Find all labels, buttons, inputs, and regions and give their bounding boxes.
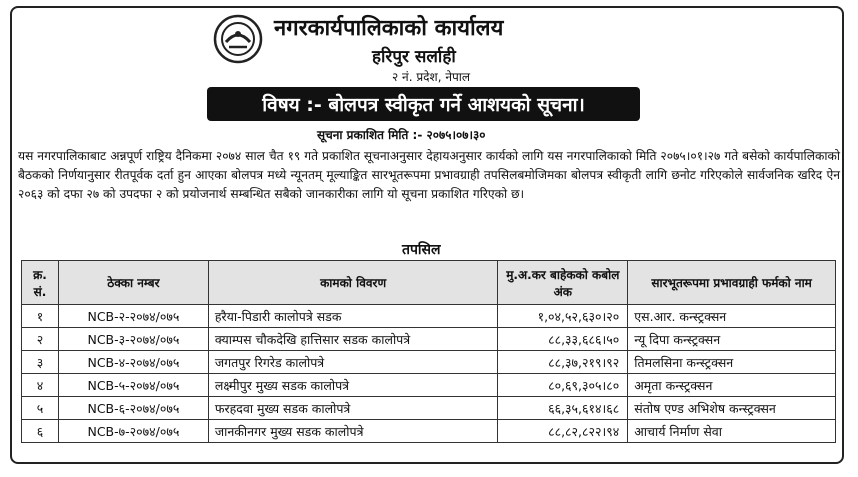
table-header-row <box>22 261 836 305</box>
cell-description: हरैया-पिडारी कालोपत्रे सडक <box>208 305 498 328</box>
cell-amount: ८८,८२,८२२।९४ <box>498 420 628 443</box>
contracts-table <box>21 260 836 443</box>
table-row <box>22 374 836 397</box>
cell-contract-no: NCB-४-२०७४/०७५ <box>58 351 208 374</box>
cell-serial: ५ <box>22 397 59 420</box>
cell-firm: तिमलसिना कन्स्ट्रक्सन <box>628 351 836 374</box>
province-line: २ नं. प्रदेश, नेपाल <box>392 70 471 84</box>
municipality-name: हरिपुर सर्लाही <box>372 47 456 67</box>
cell-contract-no: NCB-७-२०७४/०७५ <box>58 420 208 443</box>
cell-serial: ३ <box>22 351 59 374</box>
header-serial: क्र. सं. <box>22 261 59 305</box>
header-firm: सारभूतरूपमा प्रभावग्राही फर्मको नाम <box>628 261 836 305</box>
cell-description: फरहदवा मुख्य सडक कालोपत्रे <box>208 397 498 420</box>
cell-firm: न्यू दिपा कन्स्ट्रक्सन <box>628 328 836 351</box>
subject-banner <box>207 87 640 121</box>
cell-description: लक्ष्मीपुर मुख्य सडक कालोपत्रे <box>208 374 498 397</box>
cell-serial: ४ <box>22 374 59 397</box>
table-title: तपसिल <box>402 242 441 258</box>
cell-firm: आचार्य निर्माण सेवा <box>628 420 836 443</box>
cell-serial: २ <box>22 328 59 351</box>
office-name: नगरकार्यपालिकाको कार्यालय <box>274 15 504 41</box>
cell-description: जगतपुर रिगरेड कालोपत्रे <box>208 351 498 374</box>
cell-amount: ६६,३५,६१४।६८ <box>498 397 628 420</box>
cell-amount: ८८,३३,६८६।५० <box>498 328 628 351</box>
cell-contract-no: NCB-३-२०७४/०७५ <box>58 328 208 351</box>
cell-firm: एस.आर. कन्स्ट्रक्सन <box>628 305 836 328</box>
table-row <box>22 397 836 420</box>
notice-body: यस नगरपालिकाबाट अन्नपूर्ण राष्ट्रिय दैनिकमा २०७४ साल चैत १९ गते प्रकाशित सूचनाअनुसार देहायअनुसार कार्यको लागि यस नगरपालिकाको मिति २०७५।०१।२७ गते बसेको कार्यपालिकाको बैठकको निर्णयानुसार रीतपूर्वक दर्ता हुन आएका बोलपत्र मध्ये न्यूनतम् मूल्याङ्कित सारभूतरूपमा प्रभावग्राही तपसिलबमोजिमका बोलपत्र स्वीकृती लागि छनोट गरिएकोले सार्वजनिक खरिद ऐन २०६३ को दफा २७ को उपदफा २ को प्रयोजनार्थ सम्बन्धित सबैको जानकारीका लागि यो सूचना प्रकाशित गरिएको छ। <box>18 149 840 201</box>
government-emblem-icon <box>213 14 263 64</box>
cell-firm: संतोष एण्ड अभिशेष कन्स्ट्रक्सन <box>628 397 836 420</box>
cell-description: जानकीनगर मुख्य सडक कालोपत्रे <box>208 420 498 443</box>
header-amount: मु.अ.कर बाहेकको कबोल अंक <box>498 261 628 305</box>
cell-serial: ६ <box>22 420 59 443</box>
table-row <box>22 328 836 351</box>
table-row <box>22 305 836 328</box>
cell-description: क्याम्पस चौकदेखि हात्तिसार सडक कालोपत्रे <box>208 328 498 351</box>
cell-contract-no: NCB-२-२०७४/०७५ <box>58 305 208 328</box>
cell-firm: अमृता कन्स्ट्रक्सन <box>628 374 836 397</box>
cell-contract-no: NCB-६-२०७४/०७५ <box>58 397 208 420</box>
cell-serial: १ <box>22 305 59 328</box>
header-contract-no: ठेक्का नम्बर <box>58 261 208 305</box>
table-row <box>22 351 836 374</box>
header-description: कामको विवरण <box>208 261 498 305</box>
subject-text: विषय :- बोलपत्र स्वीकृत गर्ने आशयको सूचना। <box>262 94 585 116</box>
cell-contract-no: NCB-५-२०७४/०७५ <box>58 374 208 397</box>
cell-amount: १,०४,५२,६३०।२० <box>498 305 628 328</box>
cell-amount: ८०,६९,३०५।८० <box>498 374 628 397</box>
published-date: सूचना प्रकाशित मिति :- २०७५।०७।३० <box>317 128 486 142</box>
cell-amount: ८८,३७,२१९।९२ <box>498 351 628 374</box>
table-row <box>22 420 836 443</box>
